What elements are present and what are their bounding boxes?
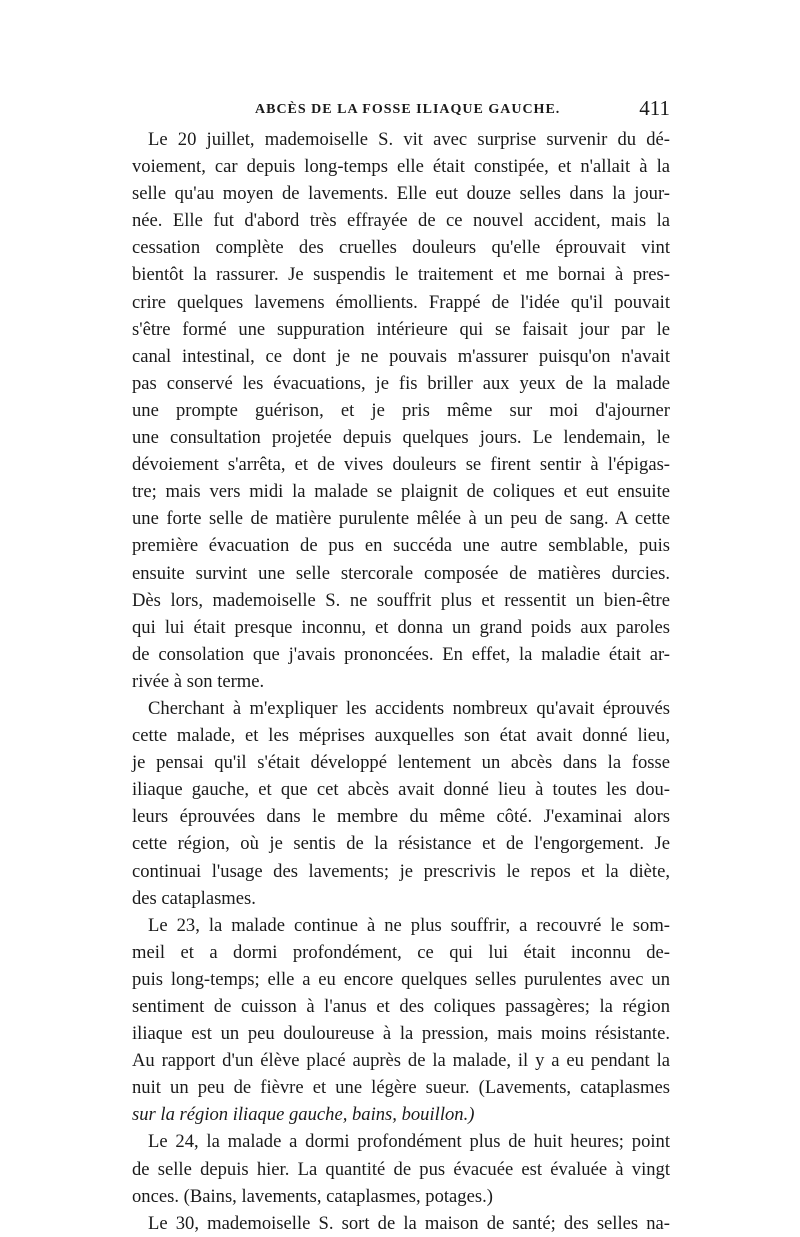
text-line: puis long-temps; elle a eu encore quelques selles purulentes avec un bbox=[132, 968, 670, 990]
text-line: une consultation projetée depuis quelques jours. Le lendemain, le bbox=[132, 427, 670, 449]
text-line: Le 20 juillet, mademoiselle S. vit avec surprise survenir du dé- bbox=[148, 129, 670, 150]
text-line: bientôt la rassurer. Je suspendis le traitement et me bornai à pres- bbox=[132, 264, 670, 286]
text-line: Dès lors, mademoiselle S. ne souffrit plus et ressentit un bien-être bbox=[132, 589, 670, 611]
text-line: iliaque gauche, et que cet abcès avait donné lieu à toutes les dou- bbox=[132, 779, 670, 801]
text-line: Cherchant à m'expliquer les accidents nombreux qu'avait éprouvés bbox=[148, 697, 670, 719]
text-line: ensuite survint une selle stercorale composée de matières durcies. bbox=[132, 562, 670, 584]
text-line: rivée à son terme. bbox=[132, 670, 265, 692]
text-line: pas conservé les évacuations, je fis briller aux yeux de la malade bbox=[132, 372, 670, 394]
text-line: de selle depuis hier. La quantité de pus évacuée est évaluée à vingt bbox=[132, 1158, 670, 1180]
text-line: iliaque est un peu douloureuse à la pression, mais moins résistante. bbox=[132, 1023, 670, 1045]
text-line: Le 23, la malade continue à ne plus souffrir, a recouvré le som- bbox=[148, 914, 670, 936]
text-line: sentiment de cuisson à l'anus et des coliques passagères; la région bbox=[132, 996, 670, 1017]
text-line: meil et a dormi profondément, ce qui lui était inconnu de- bbox=[132, 941, 670, 963]
text-line: je pensai qu'il s'était développé lentement un abcès dans la fosse bbox=[132, 752, 670, 774]
text-line: crire quelques lavemens émollients. Frappé de l'idée qu'il pouvait bbox=[132, 291, 670, 313]
text-line: de consolation que j'avais prononcées. En effet, la maladie était ar- bbox=[132, 643, 670, 665]
running-title: ABCÈS DE LA FOSSE ILIAQUE GAUCHE. bbox=[255, 102, 561, 117]
text-line: cette malade, et les méprises auxquelles son état avait donné lieu, bbox=[132, 725, 670, 747]
text-line: voiement, car depuis long-temps elle était constipée, et n'allait à la bbox=[132, 156, 670, 178]
text-line: qui lui était presque inconnu, et donna un grand poids aux paroles bbox=[132, 616, 670, 638]
text-line: nuit un peu de fièvre et une légère sueur. (Lavements, cataplasmes bbox=[132, 1077, 670, 1099]
text-line: cessation complète des cruelles douleurs qu'elle éprouvait vint bbox=[132, 237, 670, 259]
text-line: Le 30, mademoiselle S. sort de la maison de santé; des selles na- bbox=[148, 1212, 670, 1234]
text-line: canal intestinal, ce dont je ne pouvais m'assurer puisqu'on n'avait bbox=[132, 345, 670, 367]
page-header bbox=[132, 96, 670, 126]
text-line: Le 24, la malade a dormi profondément plus de huit heures; point bbox=[148, 1131, 670, 1153]
text-line: sur la région iliaque gauche, bains, bouillon.) bbox=[132, 1104, 475, 1126]
text-line: tre; mais vers midi la malade se plaignit de coliques et eut ensuite bbox=[132, 481, 670, 503]
text-line: dévoiement s'arrêta, et de vives douleurs se firent sentir à l'épigas- bbox=[132, 454, 670, 476]
text-line: première évacuation de pus en succéda une autre semblable, puis bbox=[132, 535, 670, 557]
body-text bbox=[132, 126, 670, 1237]
text-line: selle qu'au moyen de lavements. Elle eut douze selles dans la jour- bbox=[132, 183, 670, 205]
text-line: Au rapport d'un élève placé auprès de la malade, il y a eu pendant la bbox=[132, 1050, 670, 1072]
text-line: leurs éprouvées dans le membre du même côté. J'examinai alors bbox=[132, 806, 670, 828]
text-line: une prompte guérison, et je pris même sur moi d'ajourner bbox=[132, 399, 670, 421]
text-line: une forte selle de matière purulente mêlée à un peu de sang. A cette bbox=[132, 508, 670, 530]
text-line: onces. (Bains, lavements, cataplasmes, potages.) bbox=[132, 1185, 493, 1207]
text-line: cette région, où je sentis de la résistance et de l'engorgement. Je bbox=[132, 833, 670, 855]
text-line: s'être formé une suppuration intérieure qui se faisait jour par le bbox=[132, 318, 670, 340]
page-number: 411 bbox=[639, 96, 670, 120]
text-line: continuai l'usage des lavements; je prescrivis le repos et la diète, bbox=[132, 860, 670, 882]
text-line: née. Elle fut d'abord très effrayée de ce nouvel accident, mais la bbox=[132, 210, 670, 232]
text-line: des cataplasmes. bbox=[132, 887, 256, 909]
